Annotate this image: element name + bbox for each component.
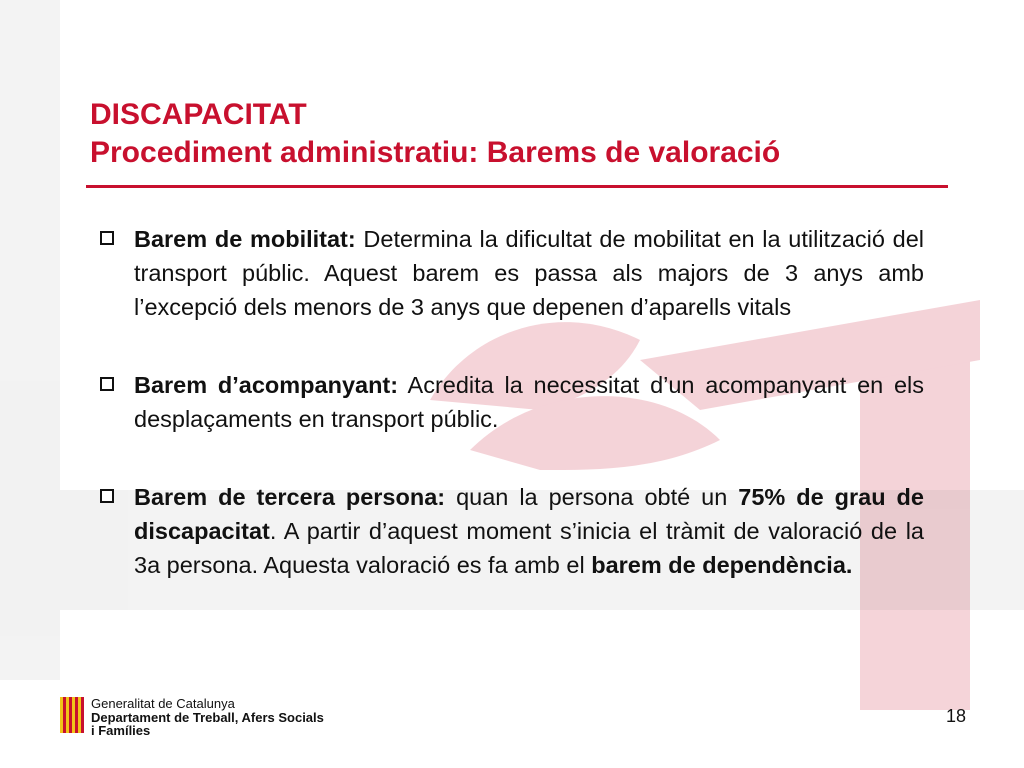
bullet-text: quan la persona obté un [456, 484, 728, 510]
page-number: 18 [945, 706, 966, 726]
bullet-label: Barem de tercera persona: [134, 484, 446, 510]
title-line-1: DISCAPACITAT [90, 98, 307, 131]
title-underline [86, 185, 948, 188]
bullet-label: Barem d’acompanyant: [134, 372, 399, 398]
square-bullet-icon [100, 377, 114, 391]
square-bullet-icon [100, 231, 114, 245]
bullet-label: Barem de mobilitat: [134, 226, 356, 252]
footer-org-line-1: Generalitat de Catalunya [91, 696, 235, 711]
square-bullet-icon [100, 489, 114, 503]
bullet-emphasis: 75% de grau de discapacitat [134, 484, 924, 544]
bullet-emphasis-2: barem de dependència. [591, 552, 853, 578]
bullet-list [98, 222, 924, 582]
bullet-text: Determina la dificultat de mobilitat en la utilització del transport públic. Aquest barem es passa als majors de 3 anys amb l’excepció dels menors de 3 anys que depenen d’aparells vitals [134, 226, 925, 320]
bullet-mobility [98, 222, 924, 324]
bullet-text: Acredita la necessitat d’un acompanyant en els desplaçaments en transport públic. [134, 372, 924, 432]
footer-organization [91, 697, 324, 738]
bullet-text-continued: . A partir d’aquest moment s’inicia el tràmit de valoració de la 3a persona. Aquesta valoració es fa amb el [134, 518, 924, 578]
footer-org-line-2: Departament de Treball, Afers Socials [91, 709, 324, 725]
title-line-2: Procediment administratiu: Barems de valoració [90, 136, 781, 169]
bullet-third-person [98, 480, 924, 582]
slide-title [90, 96, 780, 172]
bullet-companion [98, 368, 924, 436]
footer-org-line-3: i Famílies [91, 723, 151, 738]
generalitat-logo-icon [60, 697, 84, 733]
